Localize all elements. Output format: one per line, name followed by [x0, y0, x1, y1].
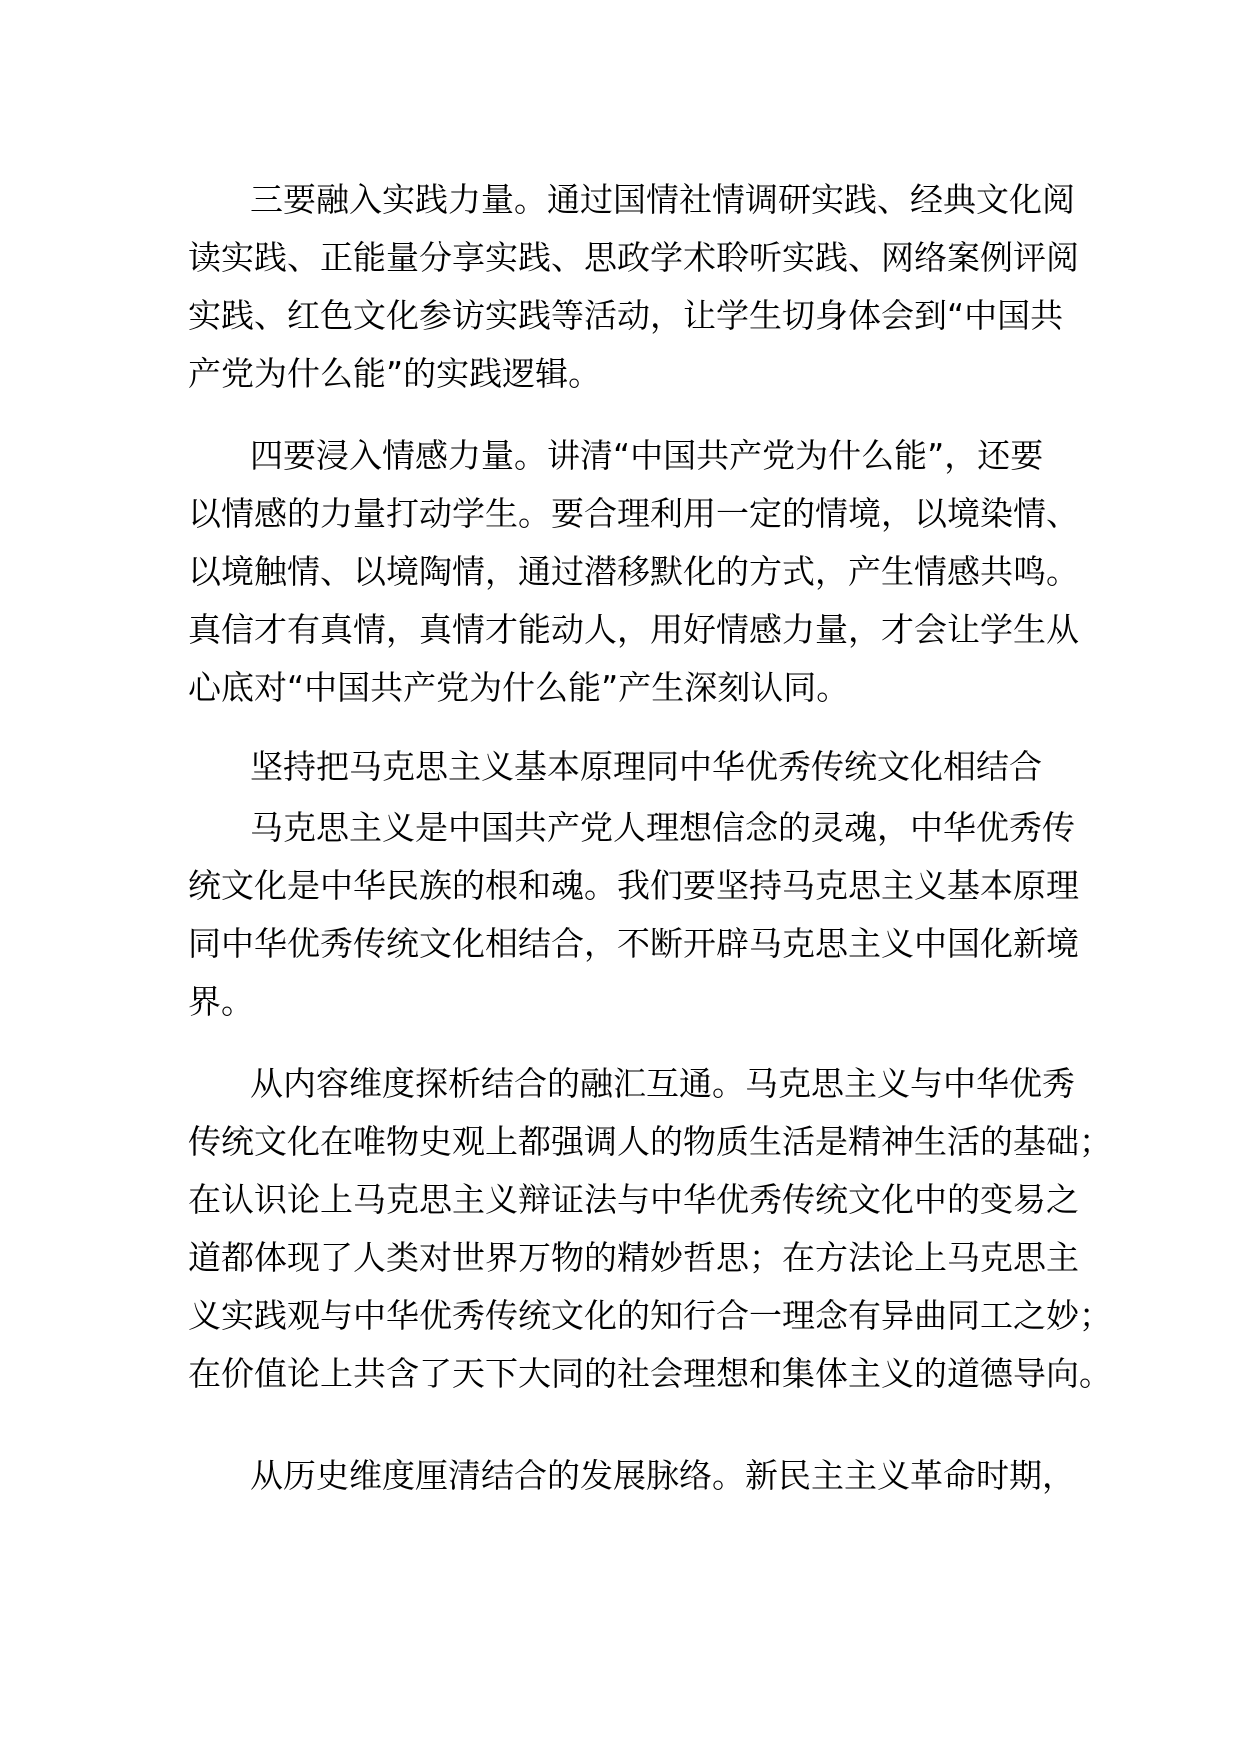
paragraph-2-line-2: 以情感的力量打动学生。要合理利用一定的情境，以境染情、 [188, 494, 1079, 533]
paragraph-3-line-1: 马克思主义是中国共产党人理想信念的灵魂，中华优秀传 [250, 808, 1075, 847]
paragraph-4-line-3: 在认识论上马克思主义辩证法与中华优秀传统文化中的变易之 [188, 1180, 1079, 1219]
paragraph-4-line-2: 传统文化在唯物史观上都强调人的物质生活是精神生活的基础； [188, 1122, 1112, 1161]
paragraph-4-line-5: 义实践观与中华优秀传统文化的知行合一理念有异曲同工之妙； [188, 1296, 1112, 1335]
paragraph-2-line-3: 以境触情、以境陶情，通过潜移默化的方式，产生情感共鸣。 [188, 552, 1079, 591]
paragraph-2-line-1: 四要浸入情感力量。讲清“中国共产党为什么能”，还要 [250, 436, 1044, 475]
paragraph-2-line-5: 心底对“中国共产党为什么能”产生深刻认同。 [188, 668, 850, 707]
paragraph-4-line-1: 从内容维度探析结合的融汇互通。马克思主义与中华优秀 [250, 1064, 1075, 1103]
section-heading: 坚持把马克思主义基本原理同中华优秀传统文化相结合 [250, 747, 1042, 786]
paragraph-5-line-1: 从历史维度厘清结合的发展脉络。新民主主义革命时期， [250, 1456, 1075, 1495]
paragraph-4-line-6: 在价值论上共含了天下大同的社会理想和集体主义的道德导向。 [188, 1354, 1112, 1393]
paragraph-3-line-3: 同中华优秀传统文化相结合，不断开辟马克思主义中国化新境 [188, 924, 1079, 963]
paragraph-4-line-4: 道都体现了人类对世界万物的精妙哲思；在方法论上马克思主 [188, 1238, 1079, 1277]
paragraph-3-line-4: 界。 [188, 982, 254, 1021]
paragraph-1-line-4: 产党为什么能”的实践逻辑。 [188, 354, 602, 393]
paragraph-3-line-2: 统文化是中华民族的根和魂。我们要坚持马克思主义基本原理 [188, 866, 1079, 905]
paragraph-1-line-1: 三要融入实践力量。通过国情社情调研实践、经典文化阅 [250, 180, 1075, 219]
paragraph-1-line-2: 读实践、正能量分享实践、思政学术聆听实践、网络案例评阅 [188, 238, 1079, 277]
paragraph-2-line-4: 真信才有真情，真情才能动人，用好情感力量，才会让学生从 [188, 610, 1079, 649]
paragraph-1-line-3: 实践、红色文化参访实践等活动，让学生切身体会到“中国共 [188, 296, 1064, 335]
